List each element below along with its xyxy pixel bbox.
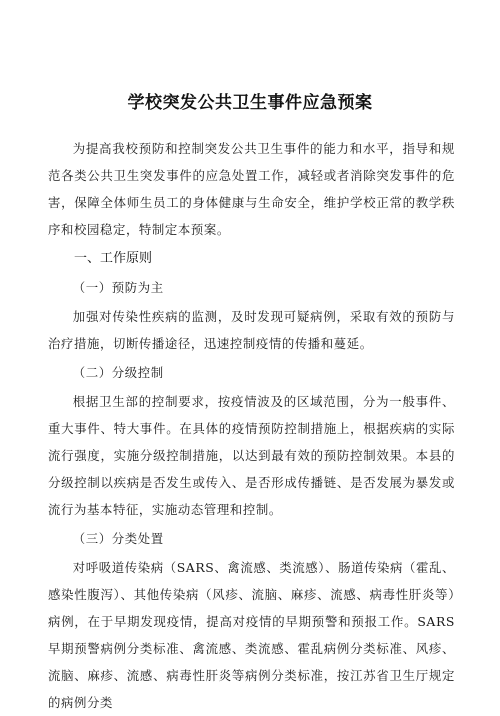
intro-paragraph: 为提高我校预防和控制突发公共卫生事件的能力和水平，指导和规范各类公共卫生突发事件的应急处置工作，减轻或者消除突发事件的危害，保障全体师生员工的身体健康与生命安全，维护学校正常的教学秩序和校园稳定，特制定本预案。: [48, 141, 455, 237]
document-body: [48, 135, 455, 716]
subsection-heading-graded-control: （二）分级控制: [72, 365, 164, 380]
document-title: 学校突发公共卫生事件应急预案: [127, 93, 373, 113]
classified-handling-paragraph: 对呼吸道传染病（SARS、禽流感、类流感）、肠道传染病（霍乱、感染性腹泻）、其他传染病（风疹、流脑、麻疹、流感、病毒性肝炎等）病例，在于早期发现疫情，提高对疫情的早期预警和预报工作。SARS早期预警病例分类标准、禽流感、类流感、霍乱病例分类标准、风疹、流脑、麻疹、流感、病毒性肝炎等病例分类标准，按江苏省卫生厅规定的病例分类: [48, 560, 455, 710]
prevention-paragraph: 加强对传染性疾病的监测，及时发现可疑病例，采取有效的预防与治疗措施，切断传播途径，迅速控制疫情的传播和蔓延。: [48, 309, 455, 351]
graded-control-paragraph: 根据卫生部的控制要求，按疫情波及的区域范围，分为一般事件、重大事件、特大事件。在具体的疫情预防控制措施上，根据疾病的实际流行强度，实施分级控制措施，以达到最有效的预防控制效果。本县的分级控制以疾病是否发生或传入、是否形成传播链、是否发展为暴发或流行为基本特征，实施动态管理和控制。: [48, 394, 455, 517]
subsection-heading-classified-handling: （三）分类处置: [72, 531, 164, 546]
section-heading-work-principles: 一、工作原则: [74, 251, 153, 266]
subsection-heading-prevention: （一）预防为主: [72, 280, 164, 295]
